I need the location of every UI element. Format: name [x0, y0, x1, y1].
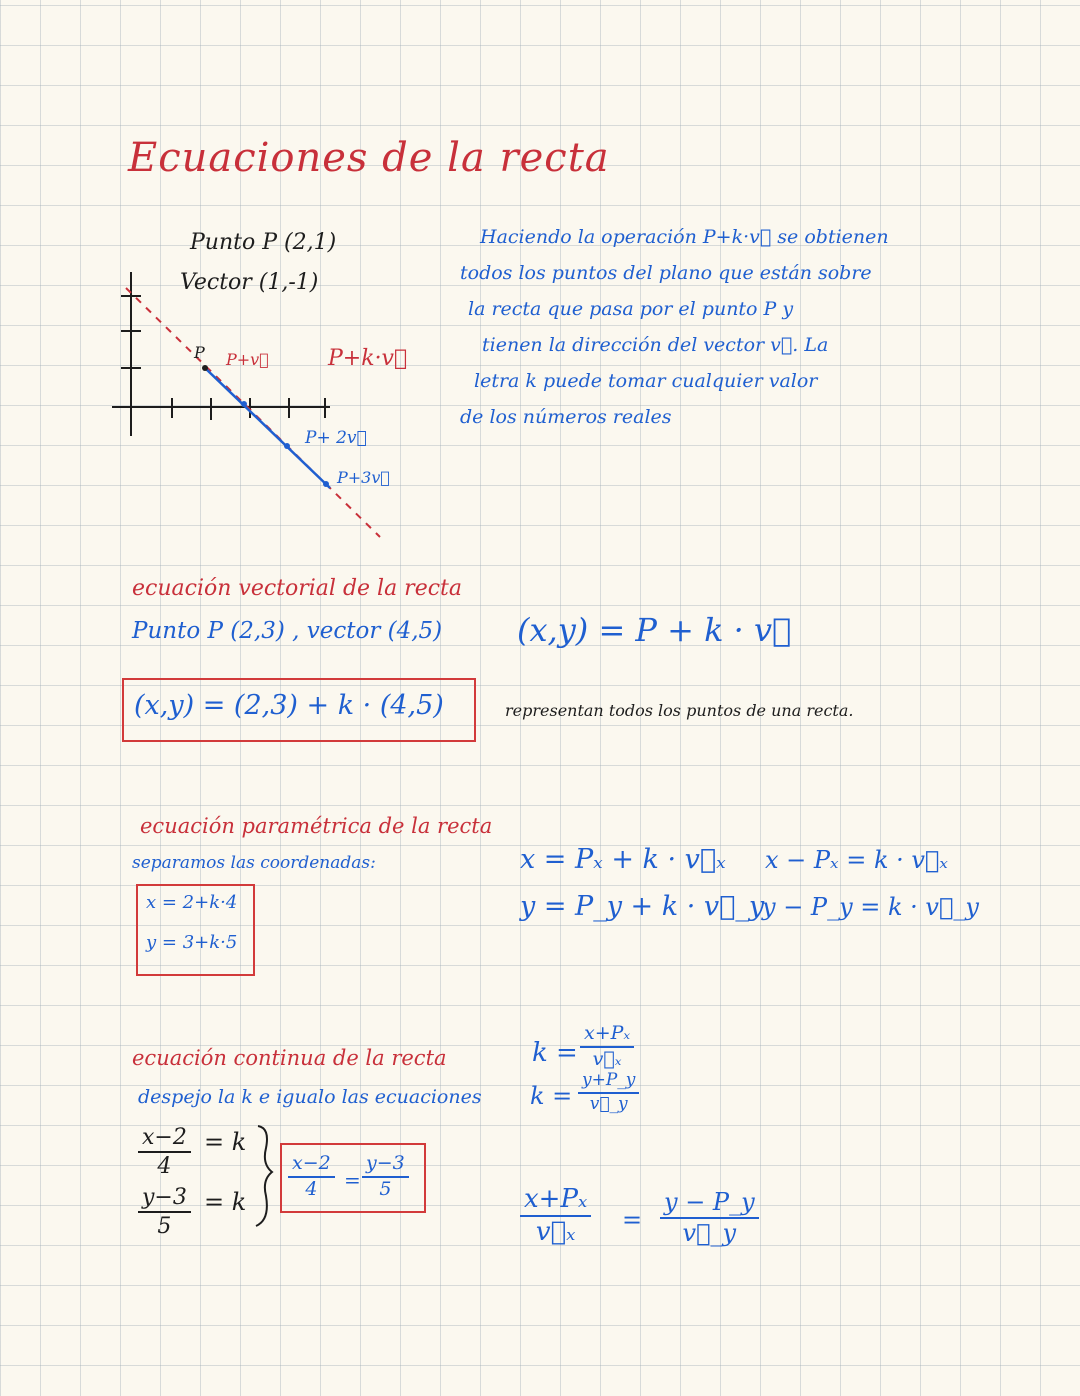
continua-box-fraction-x [288, 1154, 335, 1200]
parametric-solved-x: x − Pₓ = k · v⃗ₓ [765, 846, 948, 874]
explanation-line: letra k puede tomar cualquier valor [474, 370, 818, 392]
continua-heading: ecuación continua de la recta [132, 1046, 447, 1070]
continua-equals-k-2: = k [204, 1188, 247, 1216]
fraction-denominator: 4 [157, 1154, 172, 1180]
explanation-line: la recta que pasa por el punto P y [468, 298, 794, 320]
vectorial-general-equation: (x,y) = P + k · v⃗ [517, 611, 792, 649]
fraction-numerator: x−2 [138, 1126, 191, 1153]
parametric-general-x: x = Pₓ + k · v⃗ₓ [520, 844, 726, 875]
explanation-line: tienen la dirección del vector v⃗. La [482, 334, 829, 356]
graph-p-label: P [194, 343, 205, 362]
continua-box-fraction-y [362, 1154, 409, 1200]
fraction-numerator: y+P_y [578, 1072, 639, 1094]
continua-fraction-x [138, 1126, 191, 1178]
vectorial-given: Punto P (2,3) , vector (4,5) [132, 618, 443, 644]
continua-box-equals: = [344, 1168, 361, 1192]
parametric-general-y: y = P_y + k · v⃗_y [520, 891, 765, 922]
final-equals: = [622, 1206, 643, 1234]
k-formula-1-label: k = [532, 1038, 578, 1068]
k-formula-1-fraction [580, 1024, 634, 1070]
continua-sub: despejo la k e igualo las ecuaciones [138, 1086, 482, 1108]
continua-equals-k-1: = k [204, 1128, 247, 1156]
graph-vector-label: Vector (1,-1) [180, 270, 319, 295]
fraction-numerator: y−3 [138, 1186, 191, 1213]
fraction-denominator: 5 [379, 1177, 392, 1200]
parametric-solved-y: y − P_y = k · v⃗_y [762, 893, 979, 921]
explanation-line: de los números reales [460, 406, 672, 428]
vectorial-boxed-equation: (x,y) = (2,3) + k · (4,5) [134, 690, 444, 721]
graph-pkv-label: P+k·v⃗ [328, 346, 408, 371]
vectorial-note: representan todos los puntos de una recta. [505, 701, 854, 720]
fraction-denominator: v⃗ₓ [592, 1047, 622, 1070]
explanation-line: Haciendo la operación P+k·v⃗ se obtienen [480, 226, 889, 248]
fraction-denominator: 5 [157, 1214, 172, 1240]
graph-p2v-label: P+ 2v⃗ [305, 428, 367, 448]
fraction-denominator: v⃗ₓ [535, 1217, 576, 1248]
fraction-denominator: v⃗_y [682, 1219, 737, 1248]
k-formula-2-label: k = [530, 1082, 573, 1110]
fraction-denominator: v⃗_y [589, 1093, 628, 1114]
parametric-sub: separamos las coordenadas: [132, 853, 376, 873]
fraction-numerator: x+Pₓ [580, 1024, 634, 1048]
graph-p3v-label: P+3v⃗ [337, 468, 390, 487]
fraction-numerator: y − P_y [660, 1190, 759, 1219]
final-fraction-x [520, 1186, 591, 1247]
continua-fraction-y [138, 1186, 191, 1238]
fraction-numerator: x−2 [288, 1154, 335, 1178]
final-fraction-y [660, 1190, 759, 1246]
vectorial-heading: ecuación vectorial de la recta [132, 576, 462, 601]
graph-pv-label: P+v⃗ [226, 350, 269, 369]
parametric-eq-y: y = 3+k·5 [146, 932, 238, 953]
fraction-numerator: y−3 [362, 1154, 409, 1178]
explanation-block [460, 226, 889, 428]
fraction-denominator: 4 [305, 1177, 318, 1200]
parametric-eq-x: x = 2+k·4 [146, 892, 238, 913]
page-title: Ecuaciones de la recta [128, 135, 610, 181]
explanation-line: todos los puntos del plano que están sobre [460, 262, 872, 284]
graph-point-label: Punto P (2,1) [190, 230, 337, 255]
fraction-numerator: x+Pₓ [520, 1186, 591, 1217]
parametric-heading: ecuación paramétrica de la recta [140, 814, 493, 838]
k-formula-2-fraction [578, 1072, 639, 1114]
